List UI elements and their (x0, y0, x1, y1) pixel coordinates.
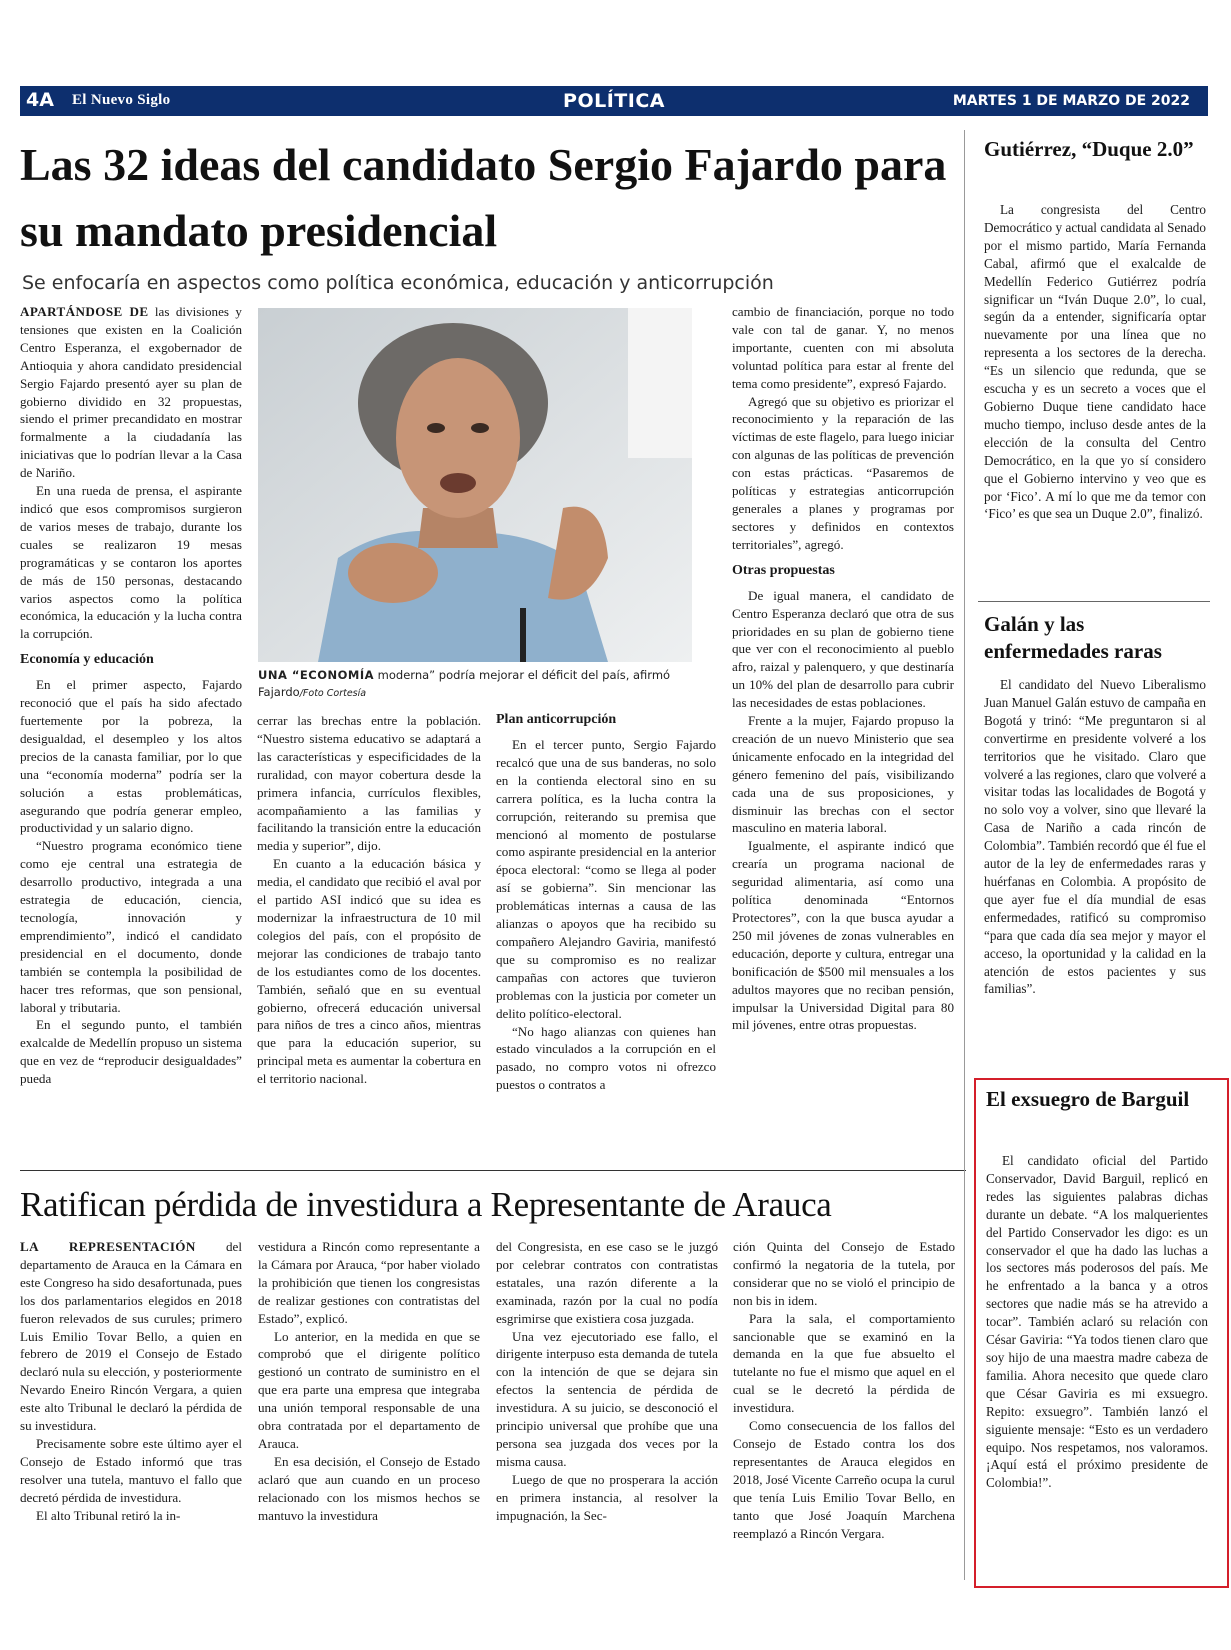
lead-in: APARTÁNDOSE DE (20, 304, 149, 319)
main-column-4 (732, 303, 954, 1034)
paragraph: Lo anterior, en la medida en que se comprobó que el dirigente político gestionó un contrato de suministro en el que era parte una empresa que integraba una unión temporal responsable de una obra contratada por el departamento de Arauca. (258, 1328, 480, 1451)
sidebar-text-galan (984, 676, 1206, 998)
paragraph: La congresista del Centro Democrático y actual candidata al Senado por el mismo partido, María Fernanda Cabal, afirmó que el exalcalde de Medellín Federico Gutiérrez podría significar un “Iván Duque 2.0”, lo cual, según da a entender, significaría optar nuevamente por una línea que no representa a los sectores de la derecha. “Es un silencio que redunda, que se escucha y es un secreto a voces que el Gobierno Duque tiene candidato hace mucho tiempo, incluso desde antes de la elección de la consulta del Centro Democrático, en la que yo sí considero que el Gobierno intervino y veo que es por ‘Fico’. A mí lo que me da temor con ‘Fico’ es que sea un Duque 2.0”, finalizó. (984, 202, 1206, 522)
paragraph: En el segundo punto, el también exalcalde de Medellín propuso un sistema que en vez de “reproducir desigualdades” pueda (20, 1017, 242, 1087)
lead-in: LA REPRESENTACIÓN (20, 1239, 196, 1254)
subheading-otras: Otras propuestas (732, 562, 835, 578)
paragraph: Agregó que su objetivo es priorizar el reconocimiento y la reparación de las víctimas de este flagelo, para luego iniciar con algunas de las políticas de prevención con estas prácticas. “Pasaremos de políticas y estrategias anticorrupción generales a planes y programas por sectores y definidos en contextos territoriales”, agregó. (732, 393, 954, 552)
main-subhead: Se enfocaría en aspectos como política económica, educación y anticorrupción (22, 272, 774, 294)
main-column-2 (257, 712, 481, 1088)
paragraph: En una rueda de prensa, el aspirante indicó que esos compromisos surgieron de varios meses de trabajo, durante los cuales se realizaron 19 mesas programáticas y se contaron los aportes de más de 150 personas, destacando varios aspectos como la política económica, la educación y la lucha contra la corrupción. (20, 483, 242, 642)
second-column-4 (733, 1238, 955, 1542)
paragraph: El alto Tribunal retiró la in- (36, 1507, 181, 1523)
paragraph: En el primer aspecto, Fajardo reconoció que el país ha sido afectado fuertemente por la pobreza, la desigualdad, el desempleo y los altos precios de la canasta familiar, por lo que una “economía moderna” podría ser la solución a estas problemáticas, asegurando que podría generar empleo, productividad y un salario digno. (20, 677, 242, 836)
subheading-economia: Economía y educación (20, 652, 154, 668)
sidebar-text-gutierrez (984, 201, 1206, 523)
photo-credit: /Foto Cortesía (299, 688, 367, 699)
second-column-3 (496, 1238, 718, 1525)
paragraph: del departamento de Arauca en la Cámara en este Congreso ha sido desafortunada, pues los dos parlamentarios elegidos en 2018 fueron relevados de sus curules; primero Luis Emilio Tovar Bello, a quien en febrero de 2019 el Consejo de Estado declaró nula su elección, y posteriormente Nevardo Eneiro Rincón Vergara, a quien este alto Tribunal le declaró la pérdida de su investidura. (20, 1239, 242, 1434)
issue-date: MARTES 1 DE MARZO DE 2022 (952, 93, 1190, 109)
paragraph: Una vez ejecutoriado ese fallo, el dirigente interpuso esta demanda de tutela con la intención de que se dejara sin efectos la sentencia de pérdida de investidura. A su juicio, se desconoció el principio universal que prohíbe que una persona sea juzgada dos veces por la misma causa. (496, 1328, 718, 1469)
candidate-photo (258, 308, 692, 662)
second-column-2 (258, 1238, 480, 1525)
sidebar-text-barguil (986, 1152, 1208, 1492)
paragraph: Frente a la mujer, Fajardo propuso la creación de un nuevo Ministerio que sea únicamente enfocado en la integridad del género femenino del país, visibilizando cada una de sus proposiciones, y disminuir las brechas con el sector masculino en materia laboral. (732, 713, 954, 836)
paragraph: En esa decisión, el Consejo de Estado aclaró que aun cuando en un proceso relacionado con los mismos hechos se mantuvo la investidura (258, 1453, 480, 1523)
paragraph: ción Quinta del Consejo de Estado confirmó la negatoria de la tutela, por considerar que no se violó el principio de non bis in idem. (733, 1239, 955, 1308)
main-headline: Las 32 ideas del candidato Sergio Fajardo para su mandato presidencial (20, 139, 947, 256)
sidebar-headline-gutierrez: Gutiérrez, “Duque 2.0” (984, 137, 1194, 161)
paragraph: Precisamente sobre este último ayer el Consejo de Estado informó que tras resolver una tutela, mantuvo el fallo que decretó pérdida de investidura. (20, 1435, 242, 1505)
subheading-anticorrupcion: Plan anticorrupción (496, 712, 617, 727)
paragraph: cerrar las brechas entre la población. “Nuestro sistema educativo se adaptará a las características y especificidades de la ruralidad, con mayor cobertura desde la primera infancia, currículos flexibles, acompañamiento a las familias y facilitando la transición entre la educación media y superior”, dijo. (257, 713, 481, 854)
sidebar-divider-1 (978, 601, 1210, 602)
paragraph: las divisiones y tensiones que existen en la Coalición Centro Esperanza, el exgobernador de Antioquia y ahora candidato presidencial Sergio Fajardo presentó ayer su plan de gobierno dividido en 32 propuestas, siendo el primer precandidato en mostrar formalmente a la ciudadanía las iniciativas que lo podrían llevar a la Casa de Nariño. (20, 304, 242, 481)
second-headline: Ratifican pérdida de investidura a Representante de Arauca (20, 1185, 832, 1224)
publication-name: El Nuevo Siglo (72, 92, 171, 108)
main-column-3 (496, 712, 716, 1094)
paragraph: Igualmente, el aspirante indicó que crearía un programa nacional de seguridad alimentaria, así como una política denominada “Entornos Protectores”, con la que busca ayudar a 250 mil jóvenes de zonas vulnerables en educación, deporte y cultura, entregar una bonificación de $500 mil mensuales a los adultos mayores que no reciban pensión, impulsar la Universidad Digital para 80 mil jóvenes, entre otras propuestas. (732, 838, 954, 1033)
sidebar-headline-galan: Galán y las enfermedades raras (984, 612, 1162, 663)
paragraph: “Nuestro programa económico tiene como eje central una estrategia de desarrollo productivo, integrada a una estrategia de educación, ciencia, tecnología, innovación y emprendimiento”, indicó el candidato presidencial en el documento, donde también se contempla la posibilidad de hacer tres reformas, que son pensional, laboral y tributaria. (20, 838, 242, 1015)
main-column-1 (20, 303, 242, 1088)
paragraph: vestidura a Rincón como representante a la Cámara por Arauca, “por haber violado la prohibición que tienen los congresistas de realizar gestiones con contratistas del Estado”, explicó. (258, 1239, 480, 1326)
paragraph: “No hago alianzas con quienes han estado vinculados a la corrupción en el pasado, no compro votos ni ofrezco puestos o contratos a (496, 1023, 716, 1093)
sidebar-headline-barguil: El exsuegro de Barguil (986, 1087, 1190, 1111)
paragraph: cambio de financiación, porque no todo vale con tal de ganar. Y, no menos importante, cuenten con mi absoluta voluntad política para estar al frente del tema como presidente”, expresó Fajardo. (732, 304, 954, 391)
article-divider (20, 1170, 966, 1171)
paragraph: Como consecuencia de los fallos del Consejo de Estado contra los dos representantes de Arauca elegidos en 2018, José Vicente Carreño ocupa la curul que tenía Luis Emilio Tovar Bello, en tanto que José Joaquín Marchena reemplazó a Rincón Vergara. (733, 1418, 955, 1541)
page-number: 4A (26, 89, 54, 111)
paragraph: Luego de que no prosperara la acción en primera instancia, al resolver la impugnación, la Sec- (496, 1471, 718, 1523)
second-column-1 (20, 1238, 242, 1525)
paragraph: De igual manera, el candidato de Centro Esperanza declaró que otra de sus prioridades en su plan de gobierno tiene que ver con el reconocimiento al pueblo afro, raizal y palenquero, y que destinaría un 10% del plan de desarrollo para cubrir las necesidades de estas poblaciones. (732, 587, 954, 711)
paragraph: En cuanto a la educación básica y media, el candidato que recibió el aval por el partido ASI indicó que su idea es modernizar la infraestructura de 10 mil colegios del país, con el propósito de mejorar las condiciones de trabajo tanto de los estudiantes como de los docentes. También, señaló que en su eventual gobierno, ofrecerá educación universal para niños de tres a cinco años, mientras que para la educación superior, su principal meta es aumentar la cobertura en el territorio nacional. (257, 856, 481, 1087)
sidebar-divider (964, 130, 965, 1580)
paragraph: En el tercer punto, Sergio Fajardo recalcó que una de sus banderas, no solo en la contienda electoral sino en su carrera política, es la lucha contra la corrupción, reiterando su premisa que mencionó al momento de postularse como aspirante presidencial en la anterior época electoral: “como se llega al poder así se gobierna”. Sin mencionar las problemáticas internas a causa de las alianzas o apoyos que ha recibido su compañero Alejandro Gaviria, manifestó que su compromiso es no realizar campañas con actores que tuvieron problemas con la justicia por cometer un delito político-electoral. (496, 737, 716, 1021)
paragraph: El candidato oficial del Partido Conservador, David Barguil, replicó en redes las siguientes palabras dichas durante un debate. “A los malquerientes del Partido Conservador les digo: es un conservador el que ha dado las luchas a los sectores más poderosos del país. Me he enfrentado a la banca y a otros sectores que nadie más se ha atrevido a tocar”. También aclaró su relación con César Gaviria: “Ya todos tienen claro que soy hijo de una maestra madre cabeza de familia. Ahora necesito que quede claro que César Gaviria es mi exsuegro. Repito: exsuegro”. También lanzó el siguiente mensaje: “Esto es un verdadero equipo. Nos respetamos, nos valoramos. ¡Aquí está el próximo presidente de Colombia!”. (986, 1153, 1208, 1491)
masthead-bar (20, 86, 1208, 116)
photo-caption: UNA “ECONOMÍA moderna” podría mejorar el déficit del país, afirmó Fajardo/Foto Cortesía (258, 668, 671, 699)
section-title: POLÍTICA (563, 90, 665, 112)
paragraph: El candidato del Nuevo Liberalismo Juan Manuel Galán estuvo de campaña en Bogotá y trinó: “Me preguntaron si al convertirme en presidente volveré a los territorios que he visitado. Claro que volveré a las regiones, claro que volveré a visitar todas las localidades de Bogotá y no solo voy a volver, sino que llevaré la Casa de Nariño a cada rincón de Colombia”. También recordó que él fue el autor de la ley de enfermedades raras y huérfanas en Colombia. A propósito de que ayer fue el día mundial de esas enfermedades, ratificó su compromiso “para que cada día sea mejor y mayor el acceso, la oportunidad y la calidad en la atención de estos pacientes y sus familias”. (984, 677, 1206, 997)
paragraph: del Congresista, en ese caso se le juzgó por celebrar contratos con contratistas estatales, una razón diferente a la examinada, razón por la cual no podía esgrimirse que existiera cosa juzgada. (496, 1239, 718, 1326)
paragraph: Para la sala, el comportamiento sancionable que se examinó en la demanda en la que fue absuelto el tutelante no fue el mismo que aquel en el cual se le decretó la pérdida de investidura. (733, 1310, 955, 1416)
